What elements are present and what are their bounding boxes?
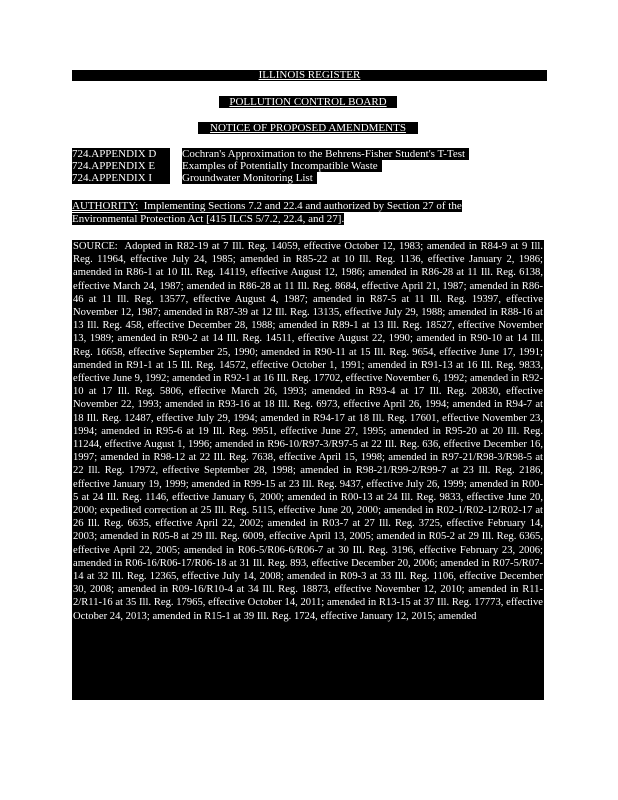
appendix-row <box>72 148 500 160</box>
source-text: Adopted in R82-19 at 7 Ill. Reg. 14059, effective October 12, 1983; amended in R84-9 at 9 Ill. Reg. 11964, effective July 24, 1985; amended in R85-22 at 10 Ill. Reg. 1136, effective January 2, 1986; amended in R86-1 at 10 Ill. Reg. 14119, effective August 12, 1986; amended in R86-28 at 11 Ill. Reg. 6138, effective March 24, 1987; amended in R86-28 at 11 Ill. Reg. 8684, effective April 21, 1987; amended in R86-46 at 11 Ill. Reg. 13577, effective August 4, 1987; amended in R87-5 at 11 Ill. Reg. 19397, effective November 12, 1987; amended in R87-39 at 12 Ill. Reg. 13135, effective July 29, 1988; amended in R88-16 at 13 Ill. Reg. 458, effective December 28, 1988; amended in R89-1 at 13 Ill. Reg. 18527, effective November 13, 1989; amended in R90-2 at 14 Ill. Reg. 14511, effective August 22, 1990; amended in R90-10 at 14 Ill. Reg. 16658, effective September 25, 1990; amended in R90-11 at 15 Ill. Reg. 9654, effective June 17, 1991; amended in R91-1 at 15 Ill. Reg. 14572, effective October 1, 1991; amended in R91-13 at 16 Ill. Reg. 9833, effective June 9, 1992; amended in R92-1 at 16 Ill. Reg. 17702, effective November 6, 1992; amended in R92-10 at 17 Ill. Reg. 5806, effective March 26, 1993; amended in R93-4 at 17 Ill. Reg. 20830, effective November 22, 1993; amended in R93-16 at 18 Ill. Reg. 6973, effective April 26, 1994; amended in R94-7 at 18 Ill. Reg. 12487, effective July 29, 1994; amended in R94-17 at 18 Ill. Reg. 17601, effective November 23, 1994; amended in R95-6 at 19 Ill. Reg. 9951, effective June 27, 1995; amended in R95-20 at 20 Ill. Reg. 11244, effective August 1, 1996; amended in R96-10/R97-3/R97-5 at 22 Ill. Reg. 636, effective December 16, 1997; amended in R98-12 at 22 Ill. Reg. 7638, effective April 15, 1998; amended in R97-21/R98-3/R98-5 at 22 Ill. Reg. 17972, effective September 28, 1998; amended in R98-21/R99-2/R99-7 at 23 Ill. Reg. 2186, effective January 19, 1999; amended in R99-15 at 23 Ill. Reg. 9437, effective July 26, 1999; amended in R00-5 at 24 Ill. Reg. 1146, effective January 6, 2000; amended in R00-13 at 24 Ill. Reg. 9833, effective June 20, 2000; expedited correction at 25 Ill. Reg. 5115, effective June 20, 2000; amended in R02-1/R02-12/R02-17 at 26 Ill. Reg. 6635, effective April 22, 2002; amended in R03-7 at 27 Ill. Reg. 3725, effective February 14, 2003; amended in R05-8 at 29 Ill. Reg. 6009, effective April 13, 2005; amended in R05-2 at 29 Ill. Reg. 6365, effective April 22, 2005; amended in R06-5/R06-6/R06-7 at 30 Ill. Reg. 3196, effective February 23, 2006; amended in R06-16/R06-17/R06-18 at 31 Ill. Reg. 893, effective December 20, 2006; amended in R07-5/R07-14 at 32 Ill. Reg. 12365, effective July 14, 2008; amended in R09-3 at 33 Ill. Reg. 1106, effective December 30, 2008; amended in R09-16/R10-4 at 34 Ill. Reg. 18873, effective November 12, 2010; amended in R11-2/R11-16 at 35 Ill. Reg. 17965, effective October 14, 2011; amended in R13-15 at 37 Ill. Reg. 17773, effective October 24, 2013; amended in R15-1 at 39 Ill. Reg. 1724, effective January 12, 2015; amended <box>73 241 543 622</box>
board-name: POLLUTION CONTROL BOARD <box>229 96 387 108</box>
authority-paragraph <box>72 200 504 226</box>
register-header <box>72 70 547 81</box>
notice-heading <box>198 122 418 134</box>
authority-text: Implementing Sections 7.2 and 22.4 and authorized by Section 27 of the Environmental Protection Act [415 ILCS 5/7.2, 22.4, and 27]. <box>72 200 462 225</box>
authority-label: AUTHORITY: <box>72 200 139 212</box>
appendix-title: Groundwater Monitoring List <box>182 172 317 184</box>
appendix-row <box>72 160 500 172</box>
appendix-id: 724.APPENDIX D <box>72 148 170 160</box>
appendix-title: Cochran's Approximation to the Behrens-Fisher Student's T-Test <box>182 148 469 160</box>
appendix-id: 724.APPENDIX I <box>72 172 170 184</box>
source-block <box>72 240 544 623</box>
authority-block <box>72 200 462 225</box>
source-label: SOURCE: <box>73 241 118 252</box>
notice-title: NOTICE OF PROPOSED AMENDMENTS <box>210 122 406 134</box>
board-heading <box>219 96 397 108</box>
appendix-title: Examples of Potentially Incompatible Waste <box>182 160 382 172</box>
register-title: ILLINOIS REGISTER <box>258 69 361 81</box>
source-paragraph <box>72 240 544 700</box>
appendix-row <box>72 172 500 184</box>
appendix-list <box>72 148 500 184</box>
appendix-id: 724.APPENDIX E <box>72 160 170 172</box>
